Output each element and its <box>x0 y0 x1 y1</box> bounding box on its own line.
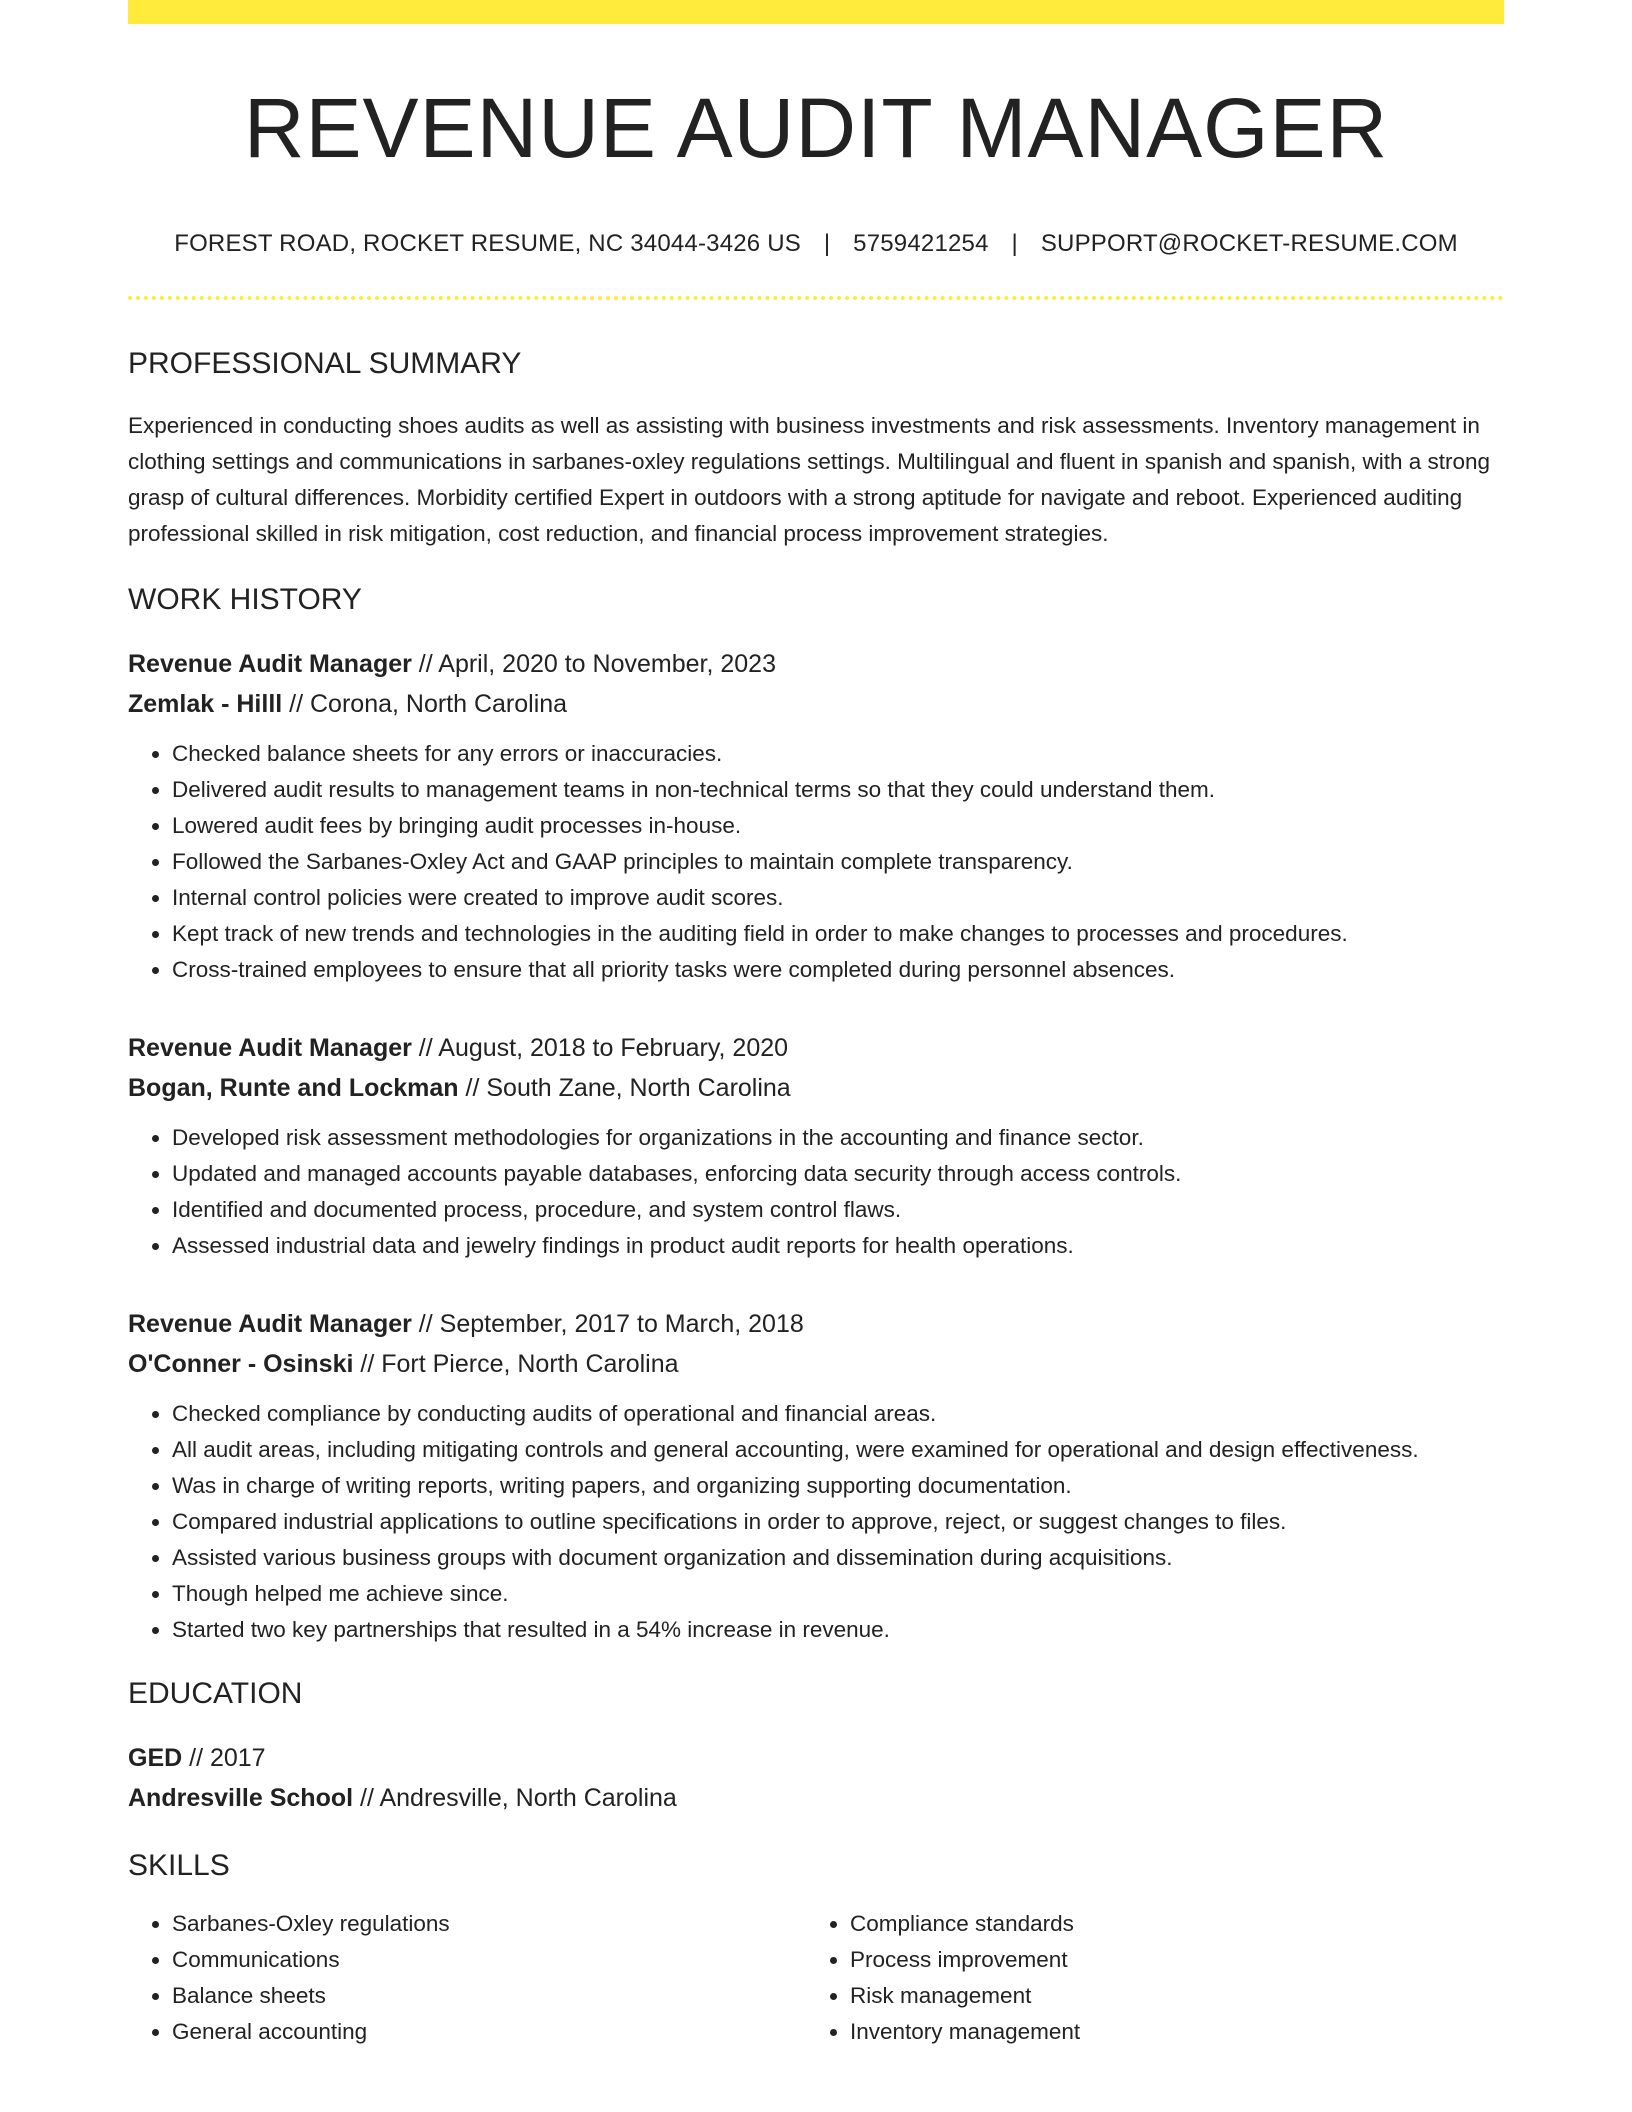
education-degree: GED <box>128 1744 183 1773</box>
skill-item: • Sarbanes-Oxley regulations <box>172 1906 806 1942</box>
list-item: • Was in charge of writing reports, writing papers, and organizing supporting documentation. <box>172 1468 1504 1504</box>
resume-page <box>128 24 1504 2050</box>
list-item: • Checked compliance by conducting audits of operational and financial areas. <box>172 1396 1504 1432</box>
job-company: Zemlak - Hilll <box>128 690 283 719</box>
education-year: // 2017 <box>182 1744 266 1773</box>
job-dates: // August, 2018 to February, 2020 <box>411 1034 789 1063</box>
skills-right-column <box>806 1906 1484 2050</box>
education-heading: EDUCATION <box>128 1677 303 1711</box>
job-entry-2 <box>128 1028 1504 1264</box>
top-accent-bar <box>128 0 1504 24</box>
list-item: • Compared industrial applications to outline specifications in order to approve, reject, or suggest changes to files. <box>172 1504 1504 1540</box>
education-school-line <box>128 1778 1504 1818</box>
skill-item: • General accounting <box>172 2014 806 2050</box>
job-bullets <box>128 1120 1504 1264</box>
header-divider <box>128 296 1504 300</box>
list-item: • Developed risk assessment methodologies for organizations in the accounting and finance sector. <box>172 1120 1504 1156</box>
list-item: • All audit areas, including mitigating controls and general accounting, were examined for operational and design effectiveness. <box>172 1432 1504 1468</box>
education-school: Andresville School <box>128 1784 354 1813</box>
job-title-line <box>128 1028 1504 1068</box>
work-history-heading: WORK HISTORY <box>128 583 362 617</box>
job-role: Revenue Audit Manager <box>128 650 412 679</box>
list-item: • Followed the Sarbanes-Oxley Act and GAAP principles to maintain complete transparency. <box>172 844 1504 880</box>
resume-name: REVENUE AUDIT MANAGER <box>243 81 1389 175</box>
job-title-line <box>128 1304 1504 1344</box>
list-item: • Identified and documented process, procedure, and system control flaws. <box>172 1192 1504 1228</box>
job-dates: // September, 2017 to March, 2018 <box>411 1310 804 1339</box>
list-item: • Assessed industrial data and jewelry findings in product audit reports for health operations. <box>172 1228 1504 1264</box>
skills-columns <box>128 1906 1504 2050</box>
list-item: • Updated and managed accounts payable databases, enforcing data security through access controls. <box>172 1156 1504 1192</box>
job-dates: // April, 2020 to November, 2023 <box>411 650 776 679</box>
job-bullets <box>128 1396 1504 1648</box>
skill-item: • Compliance standards <box>850 1906 1484 1942</box>
list-item: • Kept track of new trends and technologies in the auditing field in order to make changes to processes and procedures. <box>172 916 1504 952</box>
list-item: • Lowered audit fees by bringing audit processes in-house. <box>172 808 1504 844</box>
skills-left-column <box>128 1906 806 2050</box>
job-company-line <box>128 1068 1504 1108</box>
skill-item: • Inventory management <box>850 2014 1484 2050</box>
job-location: // Corona, North Carolina <box>282 690 568 719</box>
job-role: Revenue Audit Manager <box>128 1034 412 1063</box>
list-item: • Assisted various business groups with document organization and dissemination during acquisitions. <box>172 1540 1504 1576</box>
contact-separator: | <box>823 230 831 258</box>
education-entry <box>128 1738 1504 1818</box>
education-degree-line <box>128 1738 1504 1778</box>
contact-separator: | <box>1011 230 1018 258</box>
list-item: • Though helped me achieve since. <box>172 1576 1504 1612</box>
list-item: • Cross-trained employees to ensure that all priority tasks were completed during personnel absences. <box>172 952 1504 988</box>
job-company: Bogan, Runte and Lockman <box>128 1074 459 1103</box>
skill-item: • Process improvement <box>850 1942 1484 1978</box>
list-item: • Delivered audit results to management teams in non-technical terms so that they could understand them. <box>172 772 1504 808</box>
job-role: Revenue Audit Manager <box>128 1310 412 1339</box>
job-entry-3 <box>128 1304 1504 1648</box>
job-entry-1 <box>128 644 1504 988</box>
job-company-line <box>128 684 1504 724</box>
skill-item: • Balance sheets <box>172 1978 806 2014</box>
job-company-line <box>128 1344 1504 1384</box>
summary-text: Experienced in conducting shoes audits as well as assisting with business investments and risk assessments. Inventory management in clothing settings and communications in sarbanes-oxley regulations settings. Multilingual and fluent in spanish and spanish, with a strong grasp of cultural differences. Morbidity certified Expert in outdoors with a strong aptitude for navigate and reboot. Experienced auditing professional skilled in risk mitigation, cost reduction, and financial process improvement strategies. <box>128 413 1491 547</box>
skill-item: • Communications <box>172 1942 806 1978</box>
list-item: • Checked balance sheets for any errors or inaccuracies. <box>172 736 1504 772</box>
list-item: • Started two key partnerships that resulted in a 54% increase in revenue. <box>172 1612 1504 1648</box>
education-location: // Andresville, North Carolina <box>353 1784 677 1813</box>
summary-heading: PROFESSIONAL SUMMARY <box>128 347 522 381</box>
contact-email: SUPPORT@ROCKET-RESUME.COM <box>1040 230 1458 258</box>
contact-line <box>128 230 1504 258</box>
job-location: // South Zane, North Carolina <box>458 1074 791 1103</box>
job-location: // Fort Pierce, North Carolina <box>353 1350 679 1379</box>
job-title-line <box>128 644 1504 684</box>
list-item: • Internal control policies were created to improve audit scores. <box>172 880 1504 916</box>
job-bullets <box>128 736 1504 988</box>
skill-item: • Risk management <box>850 1978 1484 2014</box>
contact-address: FOREST ROAD, ROCKET RESUME, NC 34044-3426 US <box>174 230 801 258</box>
skills-heading: SKILLS <box>128 1849 230 1883</box>
contact-phone: 5759421254 <box>853 230 989 258</box>
job-company: O'Conner - Osinski <box>128 1350 354 1379</box>
